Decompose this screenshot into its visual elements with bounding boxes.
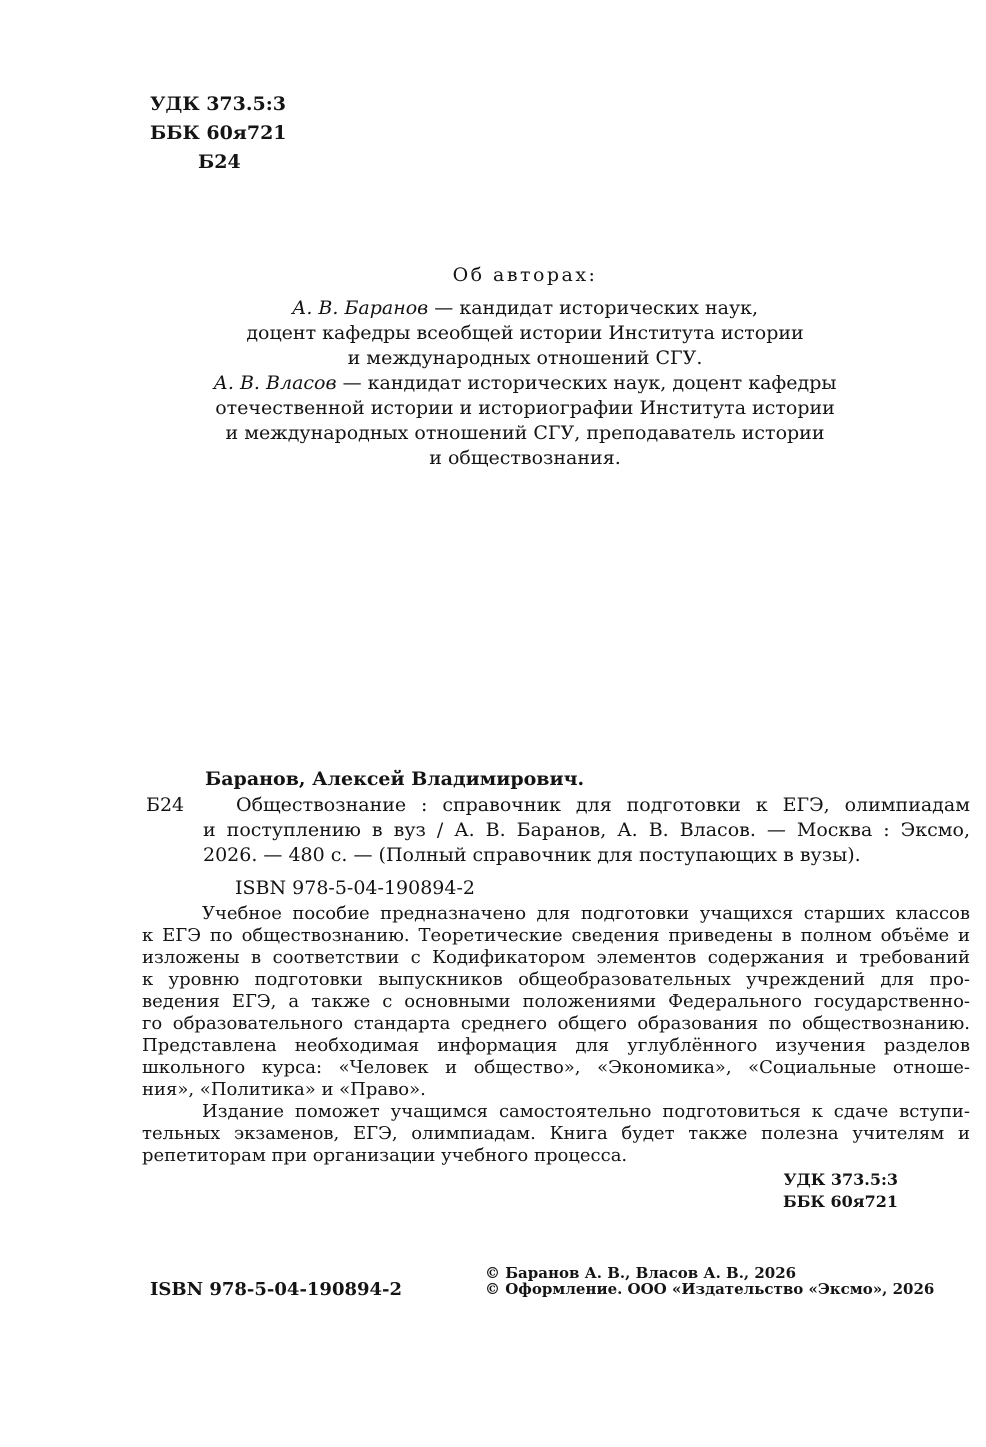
catalog-entry-line: 2026. — 480 с. — (Полный справочник для поступающих в вузы). (203, 844, 861, 866)
author-line: доцент кафедры всеобщей истории Института истории (246, 322, 804, 344)
annotation-line: ния», «Политика» и «Право». (142, 1079, 426, 1100)
about-authors-block (142, 263, 908, 471)
catalog-code-label: Б24 (146, 794, 185, 816)
author-line: и международных отношений СГУ. (347, 347, 703, 369)
catalog-entry-line: и поступлению в вуз / А. В. Баранов, А. В. Власов. — Москва : Эксмо, (203, 819, 970, 841)
author-line (142, 371, 908, 396)
isbn-footer: ISBN 978-5-04-190894-2 (150, 1279, 403, 1300)
udk-bbk-bottom-block (142, 1169, 898, 1213)
author-name-vlasov: А. В. Власов (213, 372, 337, 394)
udk-code: УДК 373.5:3 (150, 93, 286, 115)
catalog-author-heading: Баранов, Алексей Владимирович. (205, 768, 585, 790)
author-credentials: — кандидат исторических наук, доцент кафедры (336, 372, 837, 394)
author-line: и международных отношений СГУ, преподаватель истории (225, 422, 825, 444)
author-line (142, 296, 908, 321)
copyright-authors: © Баранов А. В., Власов А. В., 2026 (485, 1264, 797, 1282)
isbn-catalog: ISBN 978-5-04-190894-2 (235, 877, 475, 899)
catalog-entry (203, 793, 970, 868)
annotation-line: Издание поможет учащимся самостоятельно подготовиться к сдаче вступи- (202, 1101, 970, 1122)
author-line: и обществознания. (429, 447, 621, 469)
catalog-entry-line: Обществознание : справочник для подготовки к ЕГЭ, олимпиадам (236, 794, 970, 816)
copyright-block (485, 1266, 934, 1297)
copyright-publisher: © Оформление. ООО «Издательство «Эксмо», 2026 (485, 1279, 935, 1298)
udk-code: УДК 373.5:3 (783, 1170, 898, 1189)
about-authors-heading: Об авторах: (452, 264, 598, 286)
annotation-block (142, 903, 970, 1167)
udk-bbk-top-block (150, 90, 287, 177)
bbk-code: ББК 60я721 (783, 1192, 898, 1211)
author-name-baranov: А. В. Баранов (291, 297, 429, 319)
bbk-code: ББК 60я721 (150, 122, 287, 144)
annotation-line: Учебное пособие предназначено для подготовки учащихся старших классов (202, 903, 970, 924)
author-line: отечественной истории и историографии Института истории (215, 397, 835, 419)
annotation-paragraph-1: к ЕГЭ по обществознанию. Теоретические сведения приведены в полном объёме и изложены в соответствии с Кодификатором элементов содержания и требований к уровню подготовки выпускников общеобразовательных учреждений для про- ведения ЕГЭ, а также с основными положениями Федерального государственно- го образовательного стандарта среднего общего образования по обществознанию. Представлена необходимая информация для углублённого изучения разделов школьного курса: «Человек и общество», «Экономика», «Социальные отноше- (142, 925, 970, 1078)
author-credentials: — кандидат исторических наук, (428, 297, 759, 319)
book-author-code: Б24 (198, 151, 241, 173)
annotation-paragraph-2: тельных экзаменов, ЕГЭ, олимпиадам. Книга будет также полезна учителям и (142, 1123, 970, 1144)
annotation-line: репетиторам при организации учебного процесса. (142, 1145, 628, 1166)
